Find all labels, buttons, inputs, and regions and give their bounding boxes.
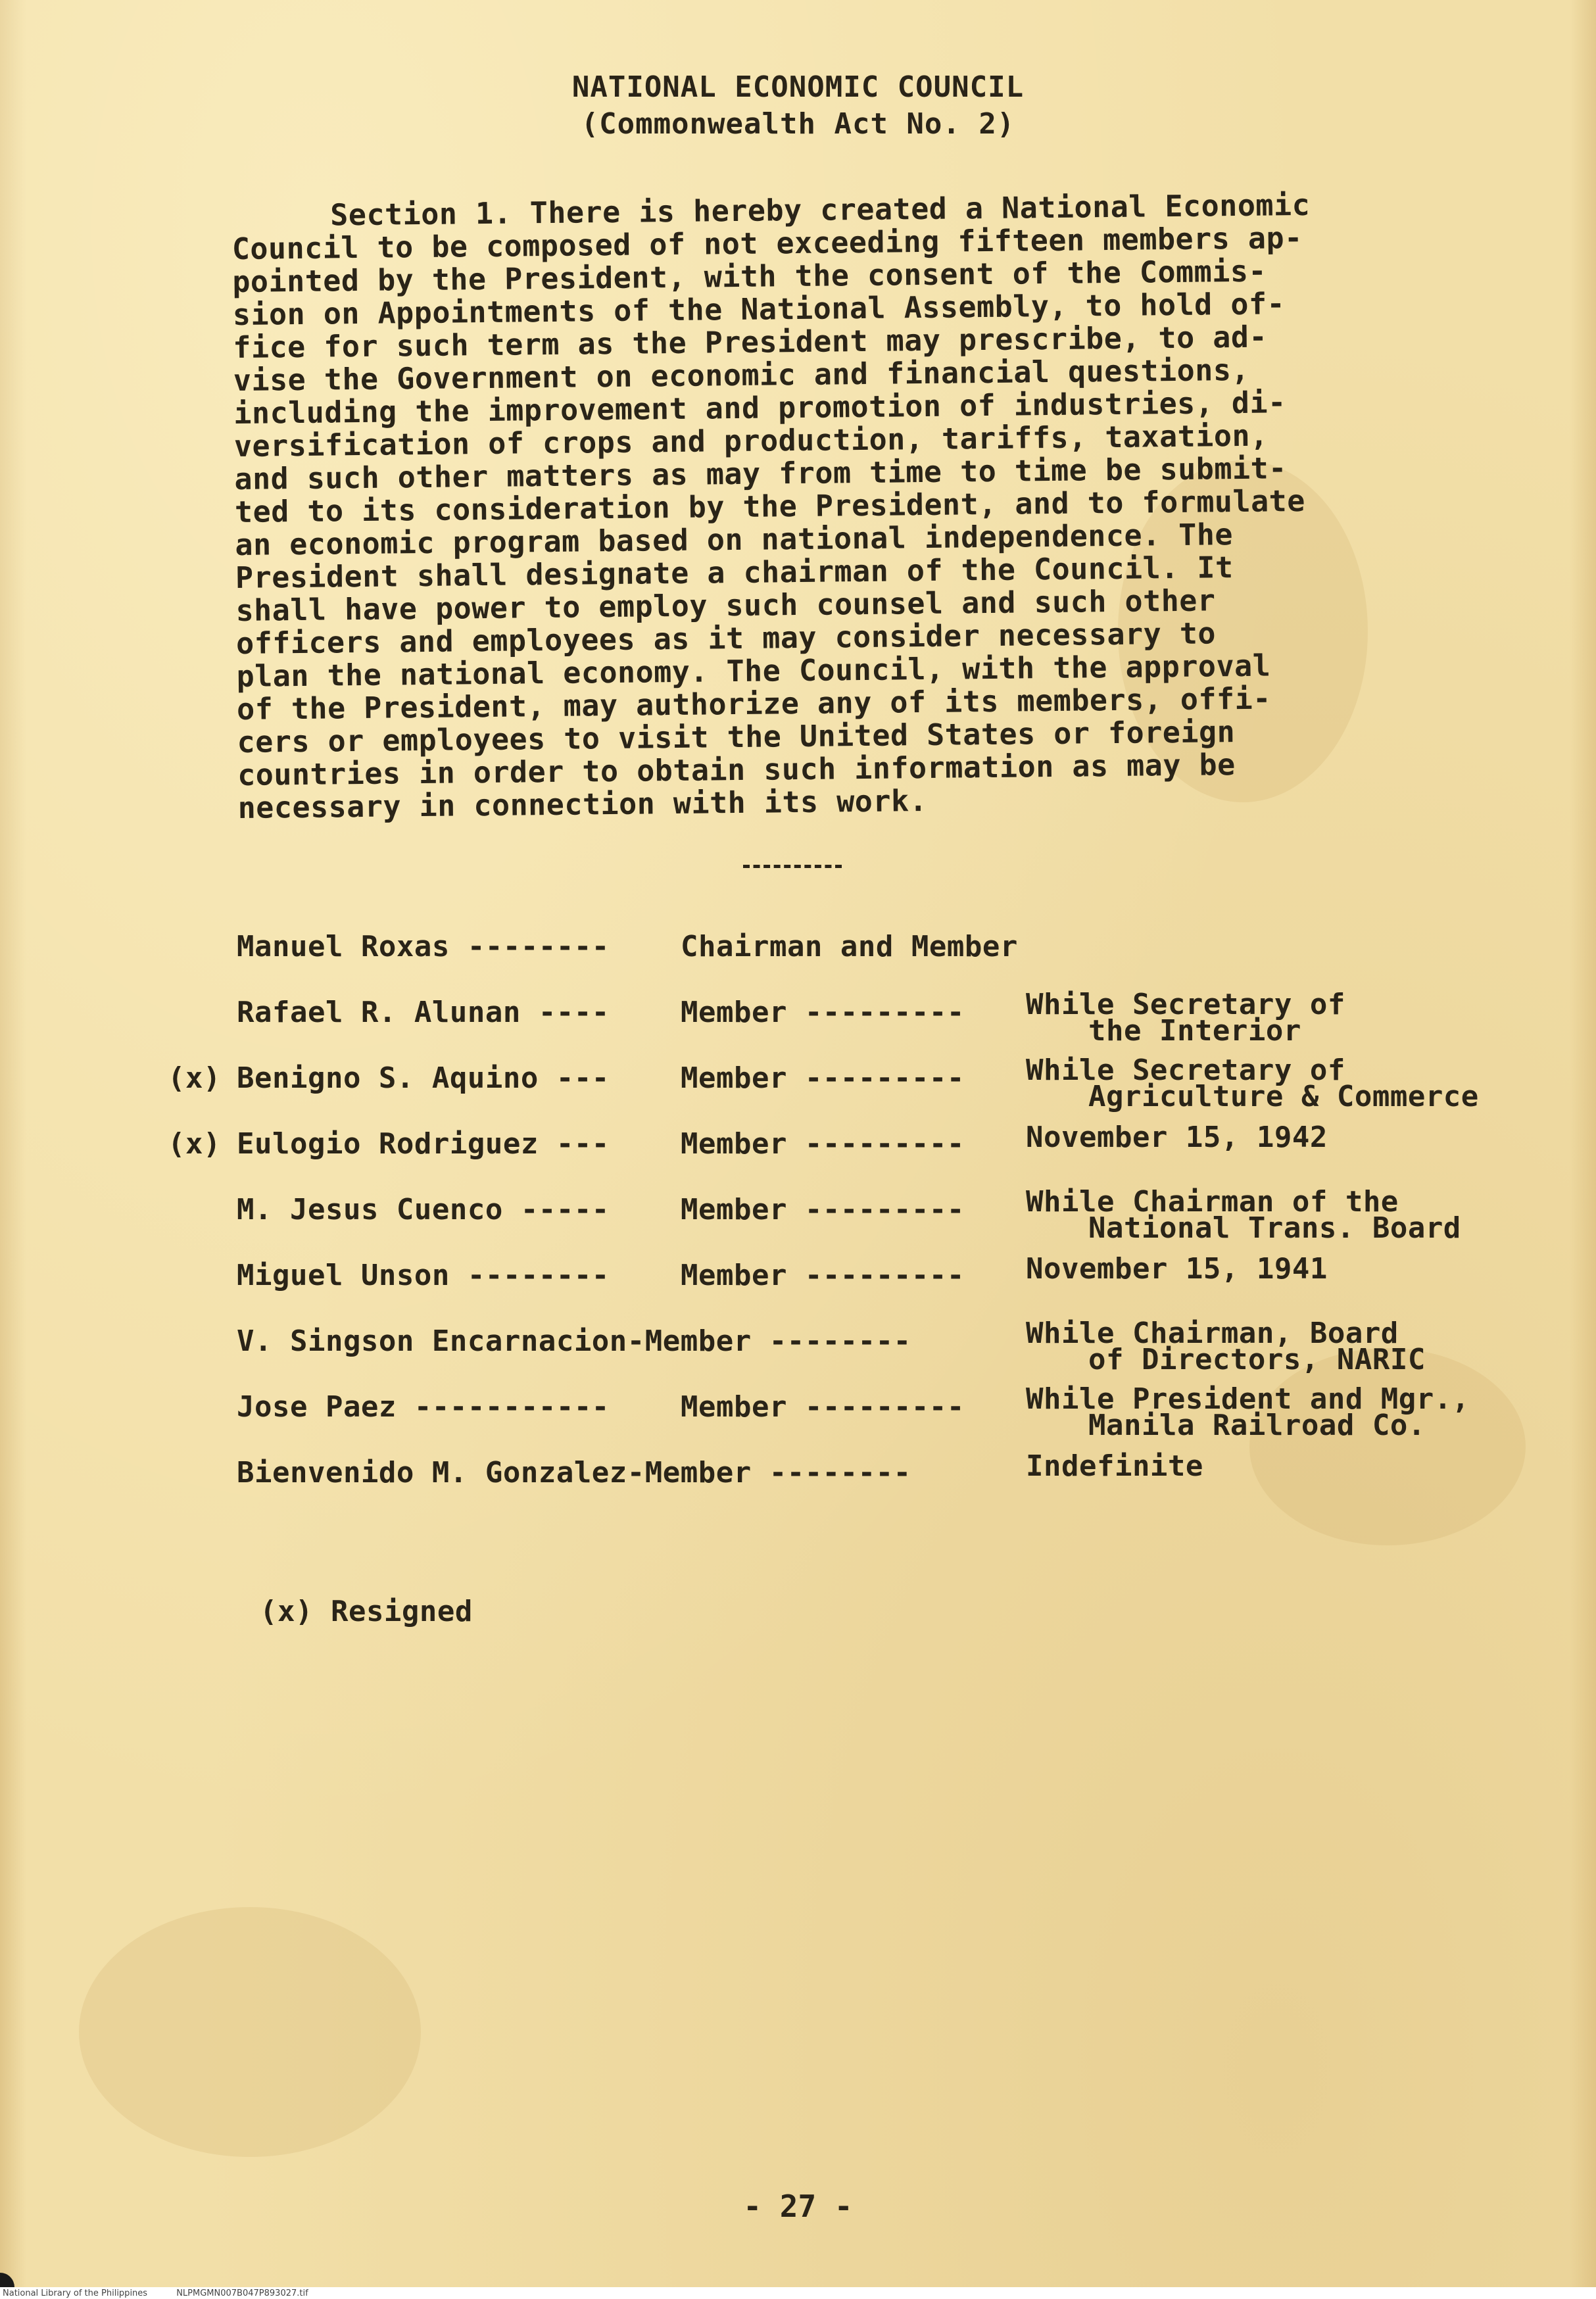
paper-stain xyxy=(79,1907,421,2157)
term-line: Manila Railroad Co. xyxy=(1088,1409,1426,1442)
member-name: Eulogio Rodriguez --- xyxy=(237,1127,610,1161)
term-line: Agriculture & Commerce xyxy=(1088,1080,1479,1113)
member-name: Manuel Roxas -------- xyxy=(237,930,610,963)
paragraph-line: and such other matters as may from time to time be submit- xyxy=(234,450,1287,496)
scan-caption xyxy=(3,2288,335,2298)
scan-corner-mark xyxy=(0,2273,14,2287)
document-subtitle: (Commonwealth Act No. 2) xyxy=(581,107,1015,141)
paragraph-line: officers and employees as it may consider necessary to xyxy=(235,616,1217,661)
term-line: of Directors, NARIC xyxy=(1088,1343,1426,1376)
term-line: While President and Mgr., xyxy=(1026,1382,1470,1416)
term-line: the Interior xyxy=(1088,1014,1301,1048)
member-name: Jose Paez ----------- xyxy=(237,1390,610,1424)
term-line: While Secretary of xyxy=(1026,988,1345,1021)
term-line: November 15, 1941 xyxy=(1026,1252,1328,1286)
member-term xyxy=(1026,1317,1426,1376)
page-number: - 27 - xyxy=(743,2189,853,2224)
paragraph-line: versification of crops and production, tariffs, taxation, xyxy=(233,418,1269,464)
member-term xyxy=(1026,1252,1328,1286)
member-term xyxy=(1026,1053,1479,1113)
member-name: V. Singson Encarnacion-Member -------- xyxy=(237,1324,911,1358)
member-term xyxy=(1026,988,1345,1048)
member-role: Member --------- xyxy=(681,1061,965,1095)
member-name: Miguel Unson -------- xyxy=(237,1259,610,1292)
member-term xyxy=(1026,1185,1461,1245)
member-name: Rafael R. Alunan ---- xyxy=(237,996,610,1029)
resigned-mark: (x) xyxy=(168,1061,221,1095)
member-row xyxy=(0,1449,1596,1526)
member-role: Member --------- xyxy=(681,1193,965,1226)
member-term xyxy=(1026,1449,1203,1483)
scan-footer xyxy=(0,2287,1596,2299)
paragraph-line: plan the national economy. The Council, with the approval xyxy=(236,648,1271,694)
resigned-footnote: (x) Resigned xyxy=(260,1595,473,1628)
term-line: National Trans. Board xyxy=(1088,1211,1461,1245)
term-line: November 15, 1942 xyxy=(1026,1121,1328,1154)
member-term xyxy=(1026,1121,1328,1154)
paragraph-line: sion on Appointments of the National Assembly, to hold of- xyxy=(232,286,1286,332)
paragraph-line: fice for such term as the President may prescribe, to ad- xyxy=(233,319,1268,365)
paragraph-line: necessary in connection with its work. xyxy=(237,783,928,825)
document-title: NATIONAL ECONOMIC COUNCIL xyxy=(571,70,1025,104)
member-row xyxy=(0,1053,1596,1131)
member-row xyxy=(0,1382,1596,1460)
member-name: Bienvenido M. Gonzalez-Member -------- xyxy=(237,1456,911,1489)
paragraph-line: pointed by the President, with the consent of the Commis- xyxy=(232,253,1267,299)
paragraph-line: President shall designate a chairman of the Council. It xyxy=(235,550,1234,595)
resigned-mark: (x) xyxy=(168,1127,221,1161)
paragraph-line: ted to its consideration by the President, and to formulate xyxy=(234,483,1306,529)
paragraph-line: vise the Government on economic and financial questions, xyxy=(233,352,1250,398)
paragraph-line: including the improvement and promotion of industries, di- xyxy=(233,385,1286,431)
paragraph-line: Section 1. There is hereby created a National Economic xyxy=(329,187,1311,233)
member-role: Member --------- xyxy=(681,1127,965,1161)
paragraph-line: shall have power to employ such counsel and such other xyxy=(235,583,1216,628)
member-name: M. Jesus Cuenco ----- xyxy=(237,1193,610,1226)
term-line: While Chairman of the xyxy=(1026,1185,1399,1219)
term-line: Indefinite xyxy=(1026,1449,1203,1483)
member-row xyxy=(0,930,1596,1000)
paragraph-line: Council to be composed of not exceeding fifteen members ap- xyxy=(231,220,1303,266)
paragraph-line: cers or employees to visit the United States or foreign xyxy=(237,714,1236,760)
paragraph-line: countries in order to obtain such information as may be xyxy=(237,747,1236,792)
member-role: Member --------- xyxy=(681,996,965,1029)
member-row xyxy=(0,1185,1596,1263)
paragraph-line: an economic program based on national independence. The xyxy=(235,517,1234,562)
member-role: Chairman and Member xyxy=(681,930,1018,963)
term-line: While Chairman, Board xyxy=(1026,1317,1399,1350)
member-role: Member --------- xyxy=(681,1390,965,1424)
member-row xyxy=(0,988,1596,1065)
member-role: Member --------- xyxy=(681,1259,965,1292)
member-name: Benigno S. Aquino --- xyxy=(237,1061,610,1095)
library-name: National Library of the Philippines xyxy=(3,2288,148,2298)
paragraph-line: of the President, may authorize any of its members, offi- xyxy=(236,681,1272,727)
term-line: While Secretary of xyxy=(1026,1053,1345,1087)
member-term xyxy=(1026,1382,1470,1442)
scan-file-name: NLPMGMN007B047P893027.tif xyxy=(176,2288,308,2298)
